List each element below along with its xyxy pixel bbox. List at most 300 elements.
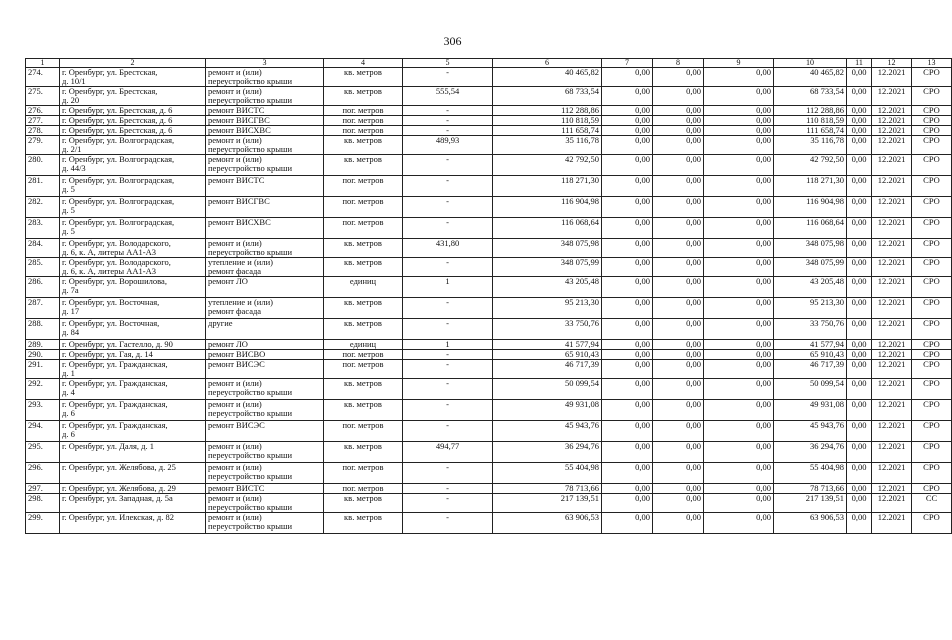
work-type-cell-line: переустройство крыши <box>208 450 293 460</box>
value-cell-7: 0,00 <box>602 68 653 87</box>
work-type-cell <box>206 513 324 534</box>
work-type-cell <box>206 155 324 176</box>
value-cell-7: 0,00 <box>602 494 653 513</box>
quantity-cell: 489,93 <box>403 136 493 155</box>
total-cost-cell: 55 404,98 <box>493 463 602 484</box>
address-cell-line: г. Оренбург, ул. Восточная, <box>62 297 160 307</box>
column-header: 7 <box>602 59 653 68</box>
work-type-cell <box>206 116 324 126</box>
source-cell: СС <box>912 494 952 513</box>
value-cell-7: 0,00 <box>602 277 653 298</box>
date-cell: 12.2021 <box>872 68 912 87</box>
row-number-cell: 297. <box>26 484 60 494</box>
address-cell-line: д. 6 <box>62 408 75 418</box>
value-cell-8: 0,00 <box>653 258 704 277</box>
value-cell-8: 0,00 <box>653 106 704 116</box>
value-cell-9: 0,00 <box>704 442 774 463</box>
row-number-cell: 282. <box>26 197 60 218</box>
quantity-cell: 1 <box>403 340 493 350</box>
address-cell-line: д. 5 <box>62 184 75 194</box>
source-cell: СРО <box>912 258 952 277</box>
work-type-cell <box>206 298 324 319</box>
unit-cell: кв. метров <box>324 258 403 277</box>
column-header: 5 <box>403 59 493 68</box>
work-type-cell <box>206 442 324 463</box>
source-cell: СРО <box>912 116 952 126</box>
value-cell-9: 0,00 <box>704 340 774 350</box>
value-cell-10: 65 910,43 <box>774 350 847 360</box>
address-cell-line: г. Оренбург, ул. Гражданская, <box>62 359 168 369</box>
unit-cell: кв. метров <box>324 494 403 513</box>
work-type-cell-line: ремонт ВИСЭС <box>208 420 265 430</box>
work-type-cell-line: ремонт ВИСХВС <box>208 217 271 227</box>
value-cell-9: 0,00 <box>704 106 774 116</box>
date-cell: 12.2021 <box>872 136 912 155</box>
address-cell-line: г. Оренбург, ул. Восточная, <box>62 318 160 328</box>
row-number-cell: 293. <box>26 400 60 421</box>
work-type-cell <box>206 494 324 513</box>
quantity-cell: - <box>403 484 493 494</box>
work-type-cell <box>206 350 324 360</box>
value-cell-7: 0,00 <box>602 350 653 360</box>
address-cell-line: г. Оренбург, ул. Брестская, д. 6 <box>62 115 173 125</box>
value-cell-8: 0,00 <box>653 340 704 350</box>
table-row <box>26 87 952 106</box>
table-row <box>26 421 952 442</box>
date-cell: 12.2021 <box>872 350 912 360</box>
work-type-cell <box>206 421 324 442</box>
work-type-cell-line: ремонт и (или) <box>208 86 262 96</box>
work-type-cell-line: ремонт и (или) <box>208 378 262 388</box>
value-cell-9: 0,00 <box>704 197 774 218</box>
work-type-cell-line: утепление и (или) <box>208 297 273 307</box>
date-cell: 12.2021 <box>872 400 912 421</box>
total-cost-cell: 43 205,48 <box>493 277 602 298</box>
row-number-cell: 294. <box>26 421 60 442</box>
date-cell: 12.2021 <box>872 421 912 442</box>
quantity-cell: 555,54 <box>403 87 493 106</box>
value-cell-9: 0,00 <box>704 463 774 484</box>
unit-cell: кв. метров <box>324 239 403 258</box>
date-cell: 12.2021 <box>872 197 912 218</box>
date-cell: 12.2021 <box>872 87 912 106</box>
work-type-cell <box>206 68 324 87</box>
unit-cell: пог. метров <box>324 421 403 442</box>
value-cell-10: 112 288,86 <box>774 106 847 116</box>
unit-cell: пог. метров <box>324 106 403 116</box>
value-cell-10: 78 713,66 <box>774 484 847 494</box>
quantity-cell: 431,80 <box>403 239 493 258</box>
value-cell-10: 45 943,76 <box>774 421 847 442</box>
work-type-cell-line: переустройство крыши <box>208 471 293 481</box>
address-cell <box>60 298 206 319</box>
total-cost-cell: 63 906,53 <box>493 513 602 534</box>
value-cell-10: 68 733,54 <box>774 87 847 106</box>
address-cell-line: д. 7а <box>62 285 79 295</box>
date-cell: 12.2021 <box>872 155 912 176</box>
value-cell-10: 116 068,64 <box>774 218 847 239</box>
value-cell-10: 41 577,94 <box>774 340 847 350</box>
work-type-cell-line: ремонт ВИСТС <box>208 483 265 493</box>
quantity-cell: - <box>403 126 493 136</box>
date-cell: 12.2021 <box>872 319 912 340</box>
work-type-cell-line: ремонт фасада <box>208 266 262 276</box>
value-cell-10: 49 931,08 <box>774 400 847 421</box>
date-cell: 12.2021 <box>872 126 912 136</box>
date-cell: 12.2021 <box>872 116 912 126</box>
work-type-cell <box>206 176 324 197</box>
work-type-cell <box>206 126 324 136</box>
value-cell-11: 0,00 <box>847 136 872 155</box>
table-body <box>26 68 952 534</box>
value-cell-10: 116 904,98 <box>774 197 847 218</box>
unit-cell: кв. метров <box>324 513 403 534</box>
value-cell-8: 0,00 <box>653 463 704 484</box>
value-cell-7: 0,00 <box>602 463 653 484</box>
quantity-cell: - <box>403 258 493 277</box>
address-cell-line: д. 5 <box>62 205 75 215</box>
address-cell-line: г. Оренбург, ул. Западная, д. 5а <box>62 493 173 503</box>
quantity-cell: - <box>403 319 493 340</box>
value-cell-11: 0,00 <box>847 494 872 513</box>
value-cell-11: 0,00 <box>847 298 872 319</box>
work-type-cell <box>206 319 324 340</box>
value-cell-10: 33 750,76 <box>774 319 847 340</box>
source-cell: СРО <box>912 197 952 218</box>
unit-cell: единиц <box>324 340 403 350</box>
address-cell-line: г. Оренбург, ул. Илекская, д. 82 <box>62 512 174 522</box>
table-row <box>26 116 952 126</box>
source-cell: СРО <box>912 87 952 106</box>
total-cost-cell: 65 910,43 <box>493 350 602 360</box>
value-cell-7: 0,00 <box>602 126 653 136</box>
table-row <box>26 340 952 350</box>
value-cell-11: 0,00 <box>847 106 872 116</box>
unit-cell: пог. метров <box>324 360 403 379</box>
row-number-cell: 277. <box>26 116 60 126</box>
value-cell-11: 0,00 <box>847 258 872 277</box>
address-cell-line: г. Оренбург, ул. Волгоградская, <box>62 135 175 145</box>
source-cell: СРО <box>912 360 952 379</box>
column-header: 6 <box>493 59 602 68</box>
column-header: 3 <box>206 59 324 68</box>
source-cell: СРО <box>912 319 952 340</box>
work-type-cell-line: ремонт ВИСГВС <box>208 196 270 206</box>
work-type-cell-line: ремонт и (или) <box>208 462 262 472</box>
row-number-cell: 288. <box>26 319 60 340</box>
unit-cell: пог. метров <box>324 463 403 484</box>
value-cell-7: 0,00 <box>602 106 653 116</box>
quantity-cell: - <box>403 400 493 421</box>
quantity-cell: - <box>403 68 493 87</box>
value-cell-9: 0,00 <box>704 239 774 258</box>
value-cell-9: 0,00 <box>704 319 774 340</box>
work-type-cell <box>206 239 324 258</box>
work-type-cell <box>206 87 324 106</box>
date-cell: 12.2021 <box>872 442 912 463</box>
unit-cell: кв. метров <box>324 379 403 400</box>
column-header: 9 <box>704 59 774 68</box>
date-cell: 12.2021 <box>872 463 912 484</box>
table-row <box>26 494 952 513</box>
address-cell <box>60 360 206 379</box>
address-cell <box>60 494 206 513</box>
value-cell-8: 0,00 <box>653 379 704 400</box>
value-cell-8: 0,00 <box>653 126 704 136</box>
value-cell-7: 0,00 <box>602 258 653 277</box>
row-number-cell: 289. <box>26 340 60 350</box>
value-cell-8: 0,00 <box>653 155 704 176</box>
table-row <box>26 218 952 239</box>
address-cell-line: г. Оренбург, ул. Волгоградская, <box>62 196 175 206</box>
row-number-cell: 280. <box>26 155 60 176</box>
table-row <box>26 442 952 463</box>
quantity-cell: - <box>403 298 493 319</box>
value-cell-10: 43 205,48 <box>774 277 847 298</box>
value-cell-9: 0,00 <box>704 87 774 106</box>
work-type-cell-line: ремонт ЛО <box>208 339 248 349</box>
work-type-cell-line: ремонт ВИСВО <box>208 349 266 359</box>
value-cell-8: 0,00 <box>653 136 704 155</box>
value-cell-10: 46 717,39 <box>774 360 847 379</box>
row-number-cell: 278. <box>26 126 60 136</box>
address-cell <box>60 87 206 106</box>
value-cell-11: 0,00 <box>847 513 872 534</box>
date-cell: 12.2021 <box>872 277 912 298</box>
table-row <box>26 484 952 494</box>
address-cell-line: д. 4 <box>62 387 75 397</box>
value-cell-7: 0,00 <box>602 136 653 155</box>
address-cell-line: д. 6 <box>62 429 75 439</box>
address-cell <box>60 106 206 116</box>
value-cell-11: 0,00 <box>847 442 872 463</box>
value-cell-9: 0,00 <box>704 116 774 126</box>
row-number-cell: 291. <box>26 360 60 379</box>
work-type-cell <box>206 277 324 298</box>
work-type-cell <box>206 106 324 116</box>
address-cell-line: д. 20 <box>62 95 80 105</box>
address-cell-line: г. Оренбург, ул. Гражданская, <box>62 420 168 430</box>
value-cell-9: 0,00 <box>704 494 774 513</box>
quantity-cell: - <box>403 106 493 116</box>
row-number-cell: 298. <box>26 494 60 513</box>
row-number-cell: 284. <box>26 239 60 258</box>
value-cell-8: 0,00 <box>653 360 704 379</box>
page-number: 306 <box>443 34 462 48</box>
unit-cell: пог. метров <box>324 350 403 360</box>
quantity-cell: - <box>403 155 493 176</box>
value-cell-10: 50 099,54 <box>774 379 847 400</box>
source-cell: СРО <box>912 484 952 494</box>
address-cell-line: г. Оренбург, ул. Гражданская, <box>62 399 168 409</box>
value-cell-7: 0,00 <box>602 513 653 534</box>
column-header: 10 <box>774 59 847 68</box>
address-cell <box>60 421 206 442</box>
address-cell-line: г. Оренбург, ул. Гражданская, <box>62 378 168 388</box>
work-type-cell-line: ремонт и (или) <box>208 399 262 409</box>
value-cell-7: 0,00 <box>602 87 653 106</box>
value-cell-7: 0,00 <box>602 298 653 319</box>
total-cost-cell: 78 713,66 <box>493 484 602 494</box>
source-cell: СРО <box>912 176 952 197</box>
quantity-cell: - <box>403 360 493 379</box>
work-type-cell-line: ремонт ВИСТС <box>208 105 265 115</box>
value-cell-10: 111 658,74 <box>774 126 847 136</box>
row-number-cell: 295. <box>26 442 60 463</box>
unit-cell: кв. метров <box>324 155 403 176</box>
value-cell-10: 36 294,76 <box>774 442 847 463</box>
address-cell <box>60 513 206 534</box>
address-cell-line: д. 84 <box>62 327 80 337</box>
value-cell-9: 0,00 <box>704 176 774 197</box>
work-type-cell-line: переустройство крыши <box>208 521 293 531</box>
address-cell <box>60 136 206 155</box>
date-cell: 12.2021 <box>872 239 912 258</box>
table-row <box>26 379 952 400</box>
work-type-cell-line: ремонт и (или) <box>208 154 262 164</box>
value-cell-11: 0,00 <box>847 340 872 350</box>
source-cell: СРО <box>912 340 952 350</box>
address-cell-line: г. Оренбург, ул. Волгоградская, <box>62 175 175 185</box>
work-type-cell-line: ремонт и (или) <box>208 441 262 451</box>
address-cell-line: г. Оренбург, ул. Волгоградская, <box>62 217 175 227</box>
work-type-cell-line: переустройство крыши <box>208 144 293 154</box>
unit-cell: кв. метров <box>324 319 403 340</box>
value-cell-9: 0,00 <box>704 258 774 277</box>
work-type-cell-line: ремонт и (или) <box>208 238 262 248</box>
unit-cell: пог. метров <box>324 116 403 126</box>
source-cell: СРО <box>912 400 952 421</box>
total-cost-cell: 116 068,64 <box>493 218 602 239</box>
total-cost-cell: 45 943,76 <box>493 421 602 442</box>
quantity-cell: 1 <box>403 277 493 298</box>
value-cell-10: 63 906,53 <box>774 513 847 534</box>
source-cell: СРО <box>912 379 952 400</box>
work-type-cell <box>206 258 324 277</box>
unit-cell: единиц <box>324 277 403 298</box>
table-row <box>26 298 952 319</box>
row-number-cell: 275. <box>26 87 60 106</box>
column-header: 8 <box>653 59 704 68</box>
value-cell-8: 0,00 <box>653 68 704 87</box>
value-cell-7: 0,00 <box>602 155 653 176</box>
value-cell-11: 0,00 <box>847 360 872 379</box>
table-row <box>26 155 952 176</box>
work-type-cell-line: другие <box>208 318 233 328</box>
work-type-cell-line: ремонт ВИСХВС <box>208 125 271 135</box>
row-number-cell: 279. <box>26 136 60 155</box>
value-cell-9: 0,00 <box>704 155 774 176</box>
table-row <box>26 258 952 277</box>
work-type-cell <box>206 463 324 484</box>
value-cell-7: 0,00 <box>602 400 653 421</box>
value-cell-10: 348 075,98 <box>774 239 847 258</box>
value-cell-11: 0,00 <box>847 400 872 421</box>
total-cost-cell: 116 904,98 <box>493 197 602 218</box>
table-row <box>26 176 952 197</box>
table-row <box>26 319 952 340</box>
address-cell <box>60 484 206 494</box>
address-cell-line: г. Оренбург, ул. Гая, д. 14 <box>62 349 153 359</box>
value-cell-8: 0,00 <box>653 298 704 319</box>
address-cell-line: д. 1 <box>62 368 75 378</box>
quantity-cell: - <box>403 176 493 197</box>
value-cell-9: 0,00 <box>704 421 774 442</box>
source-cell: СРО <box>912 277 952 298</box>
work-type-cell-line: ремонт ЛО <box>208 276 248 286</box>
column-header: 2 <box>60 59 206 68</box>
date-cell: 12.2021 <box>872 484 912 494</box>
work-type-cell-line: ремонт и (или) <box>208 512 262 522</box>
value-cell-9: 0,00 <box>704 513 774 534</box>
work-type-cell-line: переустройство крыши <box>208 76 293 86</box>
quantity-cell: - <box>403 513 493 534</box>
total-cost-cell: 42 792,50 <box>493 155 602 176</box>
value-cell-7: 0,00 <box>602 116 653 126</box>
value-cell-10: 110 818,59 <box>774 116 847 126</box>
row-number-cell: 283. <box>26 218 60 239</box>
quantity-cell: - <box>403 218 493 239</box>
table-row <box>26 360 952 379</box>
date-cell: 12.2021 <box>872 494 912 513</box>
date-cell: 12.2021 <box>872 379 912 400</box>
value-cell-8: 0,00 <box>653 176 704 197</box>
table-row <box>26 106 952 116</box>
value-cell-8: 0,00 <box>653 239 704 258</box>
work-type-cell <box>206 379 324 400</box>
quantity-cell: - <box>403 463 493 484</box>
source-cell: СРО <box>912 463 952 484</box>
work-type-cell-line: ремонт ВИСЭС <box>208 359 265 369</box>
address-cell-line: г. Оренбург, ул. Брестская, д. 6 <box>62 125 173 135</box>
row-number-cell: 281. <box>26 176 60 197</box>
unit-cell: пог. метров <box>324 197 403 218</box>
source-cell: СРО <box>912 442 952 463</box>
work-type-cell-line: утепление и (или) <box>208 257 273 267</box>
date-cell: 12.2021 <box>872 360 912 379</box>
value-cell-7: 0,00 <box>602 442 653 463</box>
date-cell: 12.2021 <box>872 340 912 350</box>
value-cell-8: 0,00 <box>653 87 704 106</box>
total-cost-cell: 41 577,94 <box>493 340 602 350</box>
value-cell-8: 0,00 <box>653 277 704 298</box>
value-cell-11: 0,00 <box>847 218 872 239</box>
total-cost-cell: 112 288,86 <box>493 106 602 116</box>
table-row <box>26 277 952 298</box>
unit-cell: пог. метров <box>324 218 403 239</box>
value-cell-11: 0,00 <box>847 421 872 442</box>
source-cell: СРО <box>912 350 952 360</box>
value-cell-10: 217 139,51 <box>774 494 847 513</box>
value-cell-11: 0,00 <box>847 277 872 298</box>
source-cell: СРО <box>912 126 952 136</box>
address-cell <box>60 340 206 350</box>
work-type-cell-line: переустройство крыши <box>208 95 293 105</box>
address-cell-line: г. Оренбург, ул. Желябова, д. 25 <box>62 462 176 472</box>
value-cell-9: 0,00 <box>704 360 774 379</box>
unit-cell: пог. метров <box>324 126 403 136</box>
value-cell-11: 0,00 <box>847 126 872 136</box>
work-type-cell-line: ремонт и (или) <box>208 135 262 145</box>
value-cell-8: 0,00 <box>653 400 704 421</box>
work-type-cell <box>206 218 324 239</box>
value-cell-10: 118 271,30 <box>774 176 847 197</box>
value-cell-11: 0,00 <box>847 379 872 400</box>
address-cell <box>60 176 206 197</box>
value-cell-7: 0,00 <box>602 239 653 258</box>
value-cell-8: 0,00 <box>653 513 704 534</box>
address-cell-line: г. Оренбург, ул. Желябова, д. 29 <box>62 483 176 493</box>
